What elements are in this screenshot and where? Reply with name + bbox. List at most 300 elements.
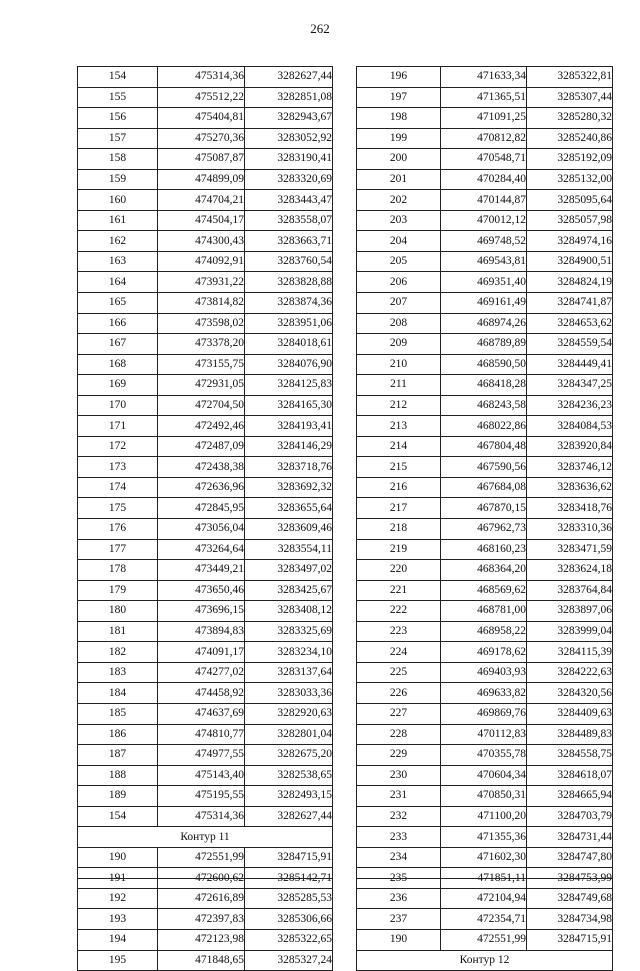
y-coordinate-cell: 3282538,65 xyxy=(245,765,333,786)
table-row xyxy=(357,539,613,560)
table-row xyxy=(357,827,613,848)
table-row xyxy=(78,251,333,272)
point-number-cell: 214 xyxy=(357,436,441,457)
x-coordinate-cell: 468974,26 xyxy=(441,313,527,334)
y-coordinate-cell: 3285322,81 xyxy=(527,67,613,88)
table-row xyxy=(78,560,333,581)
table-row xyxy=(78,950,333,971)
x-coordinate-cell: 475314,36 xyxy=(158,806,245,827)
x-coordinate-cell: 471100,20 xyxy=(441,806,527,827)
y-coordinate-cell: 3282920,63 xyxy=(245,703,333,724)
point-number-cell: 173 xyxy=(78,457,158,478)
x-coordinate-cell: 468243,58 xyxy=(441,395,527,416)
y-coordinate-cell: 3284084,53 xyxy=(527,416,613,437)
x-coordinate-cell: 472487,09 xyxy=(158,436,245,457)
y-coordinate-cell: 3283636,62 xyxy=(527,477,613,498)
x-coordinate-cell: 471848,65 xyxy=(158,950,245,971)
y-coordinate-cell: 3284900,51 xyxy=(527,251,613,272)
point-number-cell: 206 xyxy=(357,272,441,293)
point-number-cell: 222 xyxy=(357,601,441,622)
point-number-cell: 170 xyxy=(78,395,158,416)
point-number-cell: 190 xyxy=(78,847,158,868)
y-coordinate-cell: 3283137,64 xyxy=(245,662,333,683)
point-number-cell: 187 xyxy=(78,745,158,766)
point-number-cell: 180 xyxy=(78,601,158,622)
point-number-cell: 163 xyxy=(78,251,158,272)
x-coordinate-cell: 468789,89 xyxy=(441,334,527,355)
table-row xyxy=(357,354,613,375)
x-coordinate-cell: 474810,77 xyxy=(158,724,245,745)
point-number-cell: 157 xyxy=(78,128,158,149)
x-coordinate-cell: 470112,83 xyxy=(441,724,527,745)
y-coordinate-cell: 3283692,32 xyxy=(245,477,333,498)
table-row xyxy=(357,519,613,540)
point-number-cell: 186 xyxy=(78,724,158,745)
y-coordinate-cell: 3284320,56 xyxy=(527,683,613,704)
point-number-cell: 190 xyxy=(357,929,441,950)
table-row xyxy=(78,703,333,724)
y-coordinate-cell: 3285192,09 xyxy=(527,149,613,170)
x-coordinate-cell: 473650,46 xyxy=(158,580,245,601)
table-row xyxy=(357,724,613,745)
y-coordinate-cell: 3285240,86 xyxy=(527,128,613,149)
point-number-cell: 229 xyxy=(357,745,441,766)
table-row xyxy=(357,313,613,334)
table-row xyxy=(357,909,613,930)
table-row xyxy=(357,149,613,170)
x-coordinate-cell: 468160,23 xyxy=(441,539,527,560)
y-coordinate-cell: 3285057,98 xyxy=(527,210,613,231)
y-coordinate-cell: 3284734,98 xyxy=(527,909,613,930)
point-number-cell: 220 xyxy=(357,560,441,581)
table-row xyxy=(78,334,333,355)
x-coordinate-cell: 475512,22 xyxy=(158,87,245,108)
x-coordinate-cell: 474091,17 xyxy=(158,642,245,663)
x-coordinate-cell: 475314,36 xyxy=(158,67,245,88)
y-coordinate-cell: 3284222,63 xyxy=(527,662,613,683)
table-row xyxy=(357,87,613,108)
y-coordinate-cell: 3283425,67 xyxy=(245,580,333,601)
table-row xyxy=(78,416,333,437)
x-coordinate-cell: 474704,21 xyxy=(158,190,245,211)
y-coordinate-cell: 3283418,76 xyxy=(527,498,613,519)
point-number-cell: 162 xyxy=(78,231,158,252)
x-coordinate-cell: 467684,08 xyxy=(441,477,527,498)
x-coordinate-cell: 471633,34 xyxy=(441,67,527,88)
x-coordinate-cell: 472123,98 xyxy=(158,929,245,950)
table-row xyxy=(78,293,333,314)
point-number-cell: 233 xyxy=(357,827,441,848)
point-number-cell: 204 xyxy=(357,231,441,252)
y-coordinate-cell: 3283310,36 xyxy=(527,519,613,540)
y-coordinate-cell: 3283554,11 xyxy=(245,539,333,560)
x-coordinate-cell: 469748,52 xyxy=(441,231,527,252)
x-coordinate-cell: 471851,11 xyxy=(441,868,527,889)
table-row xyxy=(357,231,613,252)
x-coordinate-cell: 473696,15 xyxy=(158,601,245,622)
table-row xyxy=(357,745,613,766)
y-coordinate-cell: 3285307,44 xyxy=(527,87,613,108)
point-number-cell: 174 xyxy=(78,477,158,498)
point-number-cell: 201 xyxy=(357,169,441,190)
point-number-cell: 208 xyxy=(357,313,441,334)
x-coordinate-cell: 471365,51 xyxy=(441,87,527,108)
y-coordinate-cell: 3282801,04 xyxy=(245,724,333,745)
y-coordinate-cell: 3283609,46 xyxy=(245,519,333,540)
table-row xyxy=(357,108,613,129)
x-coordinate-cell: 472845,95 xyxy=(158,498,245,519)
y-coordinate-cell: 3284974,16 xyxy=(527,231,613,252)
y-coordinate-cell: 3284165,30 xyxy=(245,395,333,416)
table-row xyxy=(357,416,613,437)
y-coordinate-cell: 3284731,44 xyxy=(527,827,613,848)
point-number-cell: 197 xyxy=(357,87,441,108)
point-number-cell: 154 xyxy=(78,806,158,827)
table-row xyxy=(78,724,333,745)
point-number-cell: 216 xyxy=(357,477,441,498)
table-row xyxy=(78,642,333,663)
x-coordinate-cell: 472636,96 xyxy=(158,477,245,498)
x-coordinate-cell: 468022,86 xyxy=(441,416,527,437)
x-coordinate-cell: 467590,56 xyxy=(441,457,527,478)
table-row xyxy=(357,436,613,457)
x-coordinate-cell: 469178,62 xyxy=(441,642,527,663)
table-row xyxy=(357,642,613,663)
point-number-cell: 184 xyxy=(78,683,158,704)
y-coordinate-cell: 3284665,94 xyxy=(527,786,613,807)
x-coordinate-cell: 473814,82 xyxy=(158,293,245,314)
coordinates-table-right xyxy=(356,66,613,971)
x-coordinate-cell: 468781,00 xyxy=(441,601,527,622)
y-coordinate-cell: 3284824,19 xyxy=(527,272,613,293)
point-number-cell: 182 xyxy=(78,642,158,663)
table-row xyxy=(357,477,613,498)
table-row xyxy=(78,149,333,170)
y-coordinate-cell: 3284236,23 xyxy=(527,395,613,416)
y-coordinate-cell: 3283190,41 xyxy=(245,149,333,170)
y-coordinate-cell: 3284018,61 xyxy=(245,334,333,355)
x-coordinate-cell: 468364,20 xyxy=(441,560,527,581)
x-coordinate-cell: 469161,49 xyxy=(441,293,527,314)
x-coordinate-cell: 474458,92 xyxy=(158,683,245,704)
table-row xyxy=(357,621,613,642)
contour-label: Контур 11 xyxy=(78,827,333,848)
table-row xyxy=(357,806,613,827)
x-coordinate-cell: 467870,15 xyxy=(441,498,527,519)
x-coordinate-cell: 470548,71 xyxy=(441,149,527,170)
y-coordinate-cell: 3284558,75 xyxy=(527,745,613,766)
table-row xyxy=(78,108,333,129)
table-row xyxy=(78,519,333,540)
x-coordinate-cell: 472616,89 xyxy=(158,888,245,909)
x-coordinate-cell: 468418,28 xyxy=(441,375,527,396)
y-coordinate-cell: 3284715,91 xyxy=(245,847,333,868)
y-coordinate-cell: 3283471,59 xyxy=(527,539,613,560)
table-row xyxy=(357,128,613,149)
y-coordinate-cell: 3283951,06 xyxy=(245,313,333,334)
y-coordinate-cell: 3283655,64 xyxy=(245,498,333,519)
table-row xyxy=(78,375,333,396)
x-coordinate-cell: 475143,40 xyxy=(158,765,245,786)
y-coordinate-cell: 3282627,44 xyxy=(245,67,333,88)
table-row xyxy=(78,806,333,827)
coordinates-table-left xyxy=(77,66,333,971)
point-number-cell: 221 xyxy=(357,580,441,601)
x-coordinate-cell: 470012,12 xyxy=(441,210,527,231)
y-coordinate-cell: 3283999,04 xyxy=(527,621,613,642)
table-row xyxy=(78,457,333,478)
point-number-cell: 164 xyxy=(78,272,158,293)
point-number-cell: 232 xyxy=(357,806,441,827)
point-number-cell: 159 xyxy=(78,169,158,190)
y-coordinate-cell: 3284653,62 xyxy=(527,313,613,334)
y-coordinate-cell: 3283234,10 xyxy=(245,642,333,663)
y-coordinate-cell: 3283874,36 xyxy=(245,293,333,314)
y-coordinate-cell: 3284715,91 xyxy=(527,929,613,950)
x-coordinate-cell: 475195,55 xyxy=(158,786,245,807)
table-row xyxy=(78,395,333,416)
table-row xyxy=(357,683,613,704)
point-number-cell: 176 xyxy=(78,519,158,540)
point-number-cell: 236 xyxy=(357,888,441,909)
table-row xyxy=(78,765,333,786)
y-coordinate-cell: 3283920,84 xyxy=(527,436,613,457)
table-row xyxy=(357,210,613,231)
point-number-cell: 155 xyxy=(78,87,158,108)
y-coordinate-cell: 3283897,06 xyxy=(527,601,613,622)
point-number-cell: 189 xyxy=(78,786,158,807)
table-row xyxy=(78,683,333,704)
point-number-cell: 194 xyxy=(78,929,158,950)
y-coordinate-cell: 3283325,69 xyxy=(245,621,333,642)
x-coordinate-cell: 475404,81 xyxy=(158,108,245,129)
point-number-cell: 237 xyxy=(357,909,441,930)
x-coordinate-cell: 474899,09 xyxy=(158,169,245,190)
x-coordinate-cell: 471355,36 xyxy=(441,827,527,848)
table-row xyxy=(357,169,613,190)
y-coordinate-cell: 3284741,87 xyxy=(527,293,613,314)
x-coordinate-cell: 474504,17 xyxy=(158,210,245,231)
point-number-cell: 234 xyxy=(357,847,441,868)
table-row xyxy=(357,251,613,272)
x-coordinate-cell: 473155,75 xyxy=(158,354,245,375)
table-row xyxy=(357,560,613,581)
table-row xyxy=(78,87,333,108)
y-coordinate-cell: 3285322,65 xyxy=(245,929,333,950)
table-row xyxy=(357,703,613,724)
point-number-cell: 202 xyxy=(357,190,441,211)
table-row xyxy=(78,888,333,909)
left-table-tail-rule xyxy=(77,878,332,879)
y-coordinate-cell: 3284115,39 xyxy=(527,642,613,663)
y-coordinate-cell: 3283746,12 xyxy=(527,457,613,478)
x-coordinate-cell: 474300,43 xyxy=(158,231,245,252)
y-coordinate-cell: 3282943,67 xyxy=(245,108,333,129)
x-coordinate-cell: 469403,93 xyxy=(441,662,527,683)
y-coordinate-cell: 3284747,80 xyxy=(527,847,613,868)
y-coordinate-cell: 3285095,64 xyxy=(527,190,613,211)
table-row xyxy=(78,210,333,231)
point-number-cell: 207 xyxy=(357,293,441,314)
point-number-cell: 230 xyxy=(357,765,441,786)
x-coordinate-cell: 468958,22 xyxy=(441,621,527,642)
x-coordinate-cell: 471602,30 xyxy=(441,847,527,868)
table-row xyxy=(78,354,333,375)
y-coordinate-cell: 3284193,41 xyxy=(245,416,333,437)
y-coordinate-cell: 3284146,29 xyxy=(245,436,333,457)
point-number-cell: 231 xyxy=(357,786,441,807)
table-row xyxy=(78,169,333,190)
x-coordinate-cell: 470144,87 xyxy=(441,190,527,211)
page-number: 262 xyxy=(310,21,330,36)
table-row xyxy=(357,765,613,786)
y-coordinate-cell: 3284125,83 xyxy=(245,375,333,396)
x-coordinate-cell: 473449,21 xyxy=(158,560,245,581)
table-row xyxy=(357,601,613,622)
x-coordinate-cell: 472492,46 xyxy=(158,416,245,437)
point-number-cell: 167 xyxy=(78,334,158,355)
point-number-cell: 177 xyxy=(78,539,158,560)
point-number-cell: 178 xyxy=(78,560,158,581)
y-coordinate-cell: 3283408,12 xyxy=(245,601,333,622)
x-coordinate-cell: 472551,99 xyxy=(158,847,245,868)
y-coordinate-cell: 3282675,20 xyxy=(245,745,333,766)
y-coordinate-cell: 3284076,90 xyxy=(245,354,333,375)
point-number-cell: 209 xyxy=(357,334,441,355)
y-coordinate-cell: 3282627,44 xyxy=(245,806,333,827)
table-row xyxy=(78,745,333,766)
point-number-cell: 225 xyxy=(357,662,441,683)
x-coordinate-cell: 473894,83 xyxy=(158,621,245,642)
table-row xyxy=(78,847,333,868)
y-coordinate-cell: 3283663,71 xyxy=(245,231,333,252)
x-coordinate-cell: 472354,71 xyxy=(441,909,527,930)
table-row xyxy=(78,580,333,601)
table-row xyxy=(78,231,333,252)
x-coordinate-cell: 470812,82 xyxy=(441,128,527,149)
table-row xyxy=(78,272,333,293)
y-coordinate-cell: 3285327,24 xyxy=(245,950,333,971)
point-number-cell: 223 xyxy=(357,621,441,642)
table-row xyxy=(78,539,333,560)
y-coordinate-cell: 3283764,84 xyxy=(527,580,613,601)
point-number-cell: 188 xyxy=(78,765,158,786)
x-coordinate-cell: 473264,64 xyxy=(158,539,245,560)
x-coordinate-cell: 469543,81 xyxy=(441,251,527,272)
point-number-cell: 171 xyxy=(78,416,158,437)
x-coordinate-cell: 471091,25 xyxy=(441,108,527,129)
point-number-cell: 169 xyxy=(78,375,158,396)
x-coordinate-cell: 469351,40 xyxy=(441,272,527,293)
table-row xyxy=(78,67,333,88)
y-coordinate-cell: 3285280,32 xyxy=(527,108,613,129)
x-coordinate-cell: 472438,38 xyxy=(158,457,245,478)
y-coordinate-cell: 3284749,68 xyxy=(527,888,613,909)
y-coordinate-cell: 3283624,18 xyxy=(527,560,613,581)
contour-header-row xyxy=(357,950,613,971)
point-number-cell: 165 xyxy=(78,293,158,314)
table-row xyxy=(357,293,613,314)
point-number-cell: 211 xyxy=(357,375,441,396)
y-coordinate-cell: 3283320,69 xyxy=(245,169,333,190)
x-coordinate-cell: 473056,04 xyxy=(158,519,245,540)
point-number-cell: 154 xyxy=(78,67,158,88)
x-coordinate-cell: 472704,50 xyxy=(158,395,245,416)
table-row xyxy=(357,190,613,211)
y-coordinate-cell: 3284347,25 xyxy=(527,375,613,396)
point-number-cell: 158 xyxy=(78,149,158,170)
point-number-cell: 185 xyxy=(78,703,158,724)
y-coordinate-cell: 3282493,15 xyxy=(245,786,333,807)
point-number-cell: 195 xyxy=(78,950,158,971)
table-row xyxy=(78,313,333,334)
table-row xyxy=(78,498,333,519)
y-coordinate-cell: 3283052,92 xyxy=(245,128,333,149)
point-number-cell: 200 xyxy=(357,149,441,170)
point-number-cell: 156 xyxy=(78,108,158,129)
x-coordinate-cell: 469633,82 xyxy=(441,683,527,704)
point-number-cell: 168 xyxy=(78,354,158,375)
y-coordinate-cell: 3285132,00 xyxy=(527,169,613,190)
table-row xyxy=(357,457,613,478)
point-number-cell: 179 xyxy=(78,580,158,601)
point-number-cell: 219 xyxy=(357,539,441,560)
x-coordinate-cell: 470355,78 xyxy=(441,745,527,766)
x-coordinate-cell: 470850,31 xyxy=(441,786,527,807)
table-row xyxy=(78,786,333,807)
y-coordinate-cell: 3284409,63 xyxy=(527,703,613,724)
point-number-cell: 235 xyxy=(357,868,441,889)
point-number-cell: 226 xyxy=(357,683,441,704)
table-row xyxy=(357,395,613,416)
point-number-cell: 198 xyxy=(357,108,441,129)
point-number-cell: 203 xyxy=(357,210,441,231)
x-coordinate-cell: 472397,83 xyxy=(158,909,245,930)
y-coordinate-cell: 3284618,07 xyxy=(527,765,613,786)
table-row xyxy=(357,929,613,950)
point-number-cell: 161 xyxy=(78,210,158,231)
point-number-cell: 224 xyxy=(357,642,441,663)
point-number-cell: 191 xyxy=(78,868,158,889)
point-number-cell: 205 xyxy=(357,251,441,272)
point-number-cell: 210 xyxy=(357,354,441,375)
table-row xyxy=(357,375,613,396)
contour-header-row xyxy=(78,827,333,848)
table-row xyxy=(357,888,613,909)
y-coordinate-cell: 3284449,41 xyxy=(527,354,613,375)
point-number-cell: 213 xyxy=(357,416,441,437)
point-number-cell: 192 xyxy=(78,888,158,909)
point-number-cell: 160 xyxy=(78,190,158,211)
x-coordinate-cell: 474637,69 xyxy=(158,703,245,724)
x-coordinate-cell: 469869,76 xyxy=(441,703,527,724)
x-coordinate-cell: 475270,36 xyxy=(158,128,245,149)
point-number-cell: 199 xyxy=(357,128,441,149)
x-coordinate-cell: 467804,48 xyxy=(441,436,527,457)
x-coordinate-cell: 473378,20 xyxy=(158,334,245,355)
y-coordinate-cell: 3284753,99 xyxy=(527,868,613,889)
y-coordinate-cell: 3285142,71 xyxy=(245,868,333,889)
x-coordinate-cell: 473598,02 xyxy=(158,313,245,334)
x-coordinate-cell: 472600,62 xyxy=(158,868,245,889)
table-row xyxy=(78,909,333,930)
point-number-cell: 228 xyxy=(357,724,441,745)
table-row xyxy=(357,272,613,293)
y-coordinate-cell: 3284703,79 xyxy=(527,806,613,827)
table-row xyxy=(357,847,613,868)
point-number-cell: 217 xyxy=(357,498,441,519)
table-row xyxy=(357,662,613,683)
